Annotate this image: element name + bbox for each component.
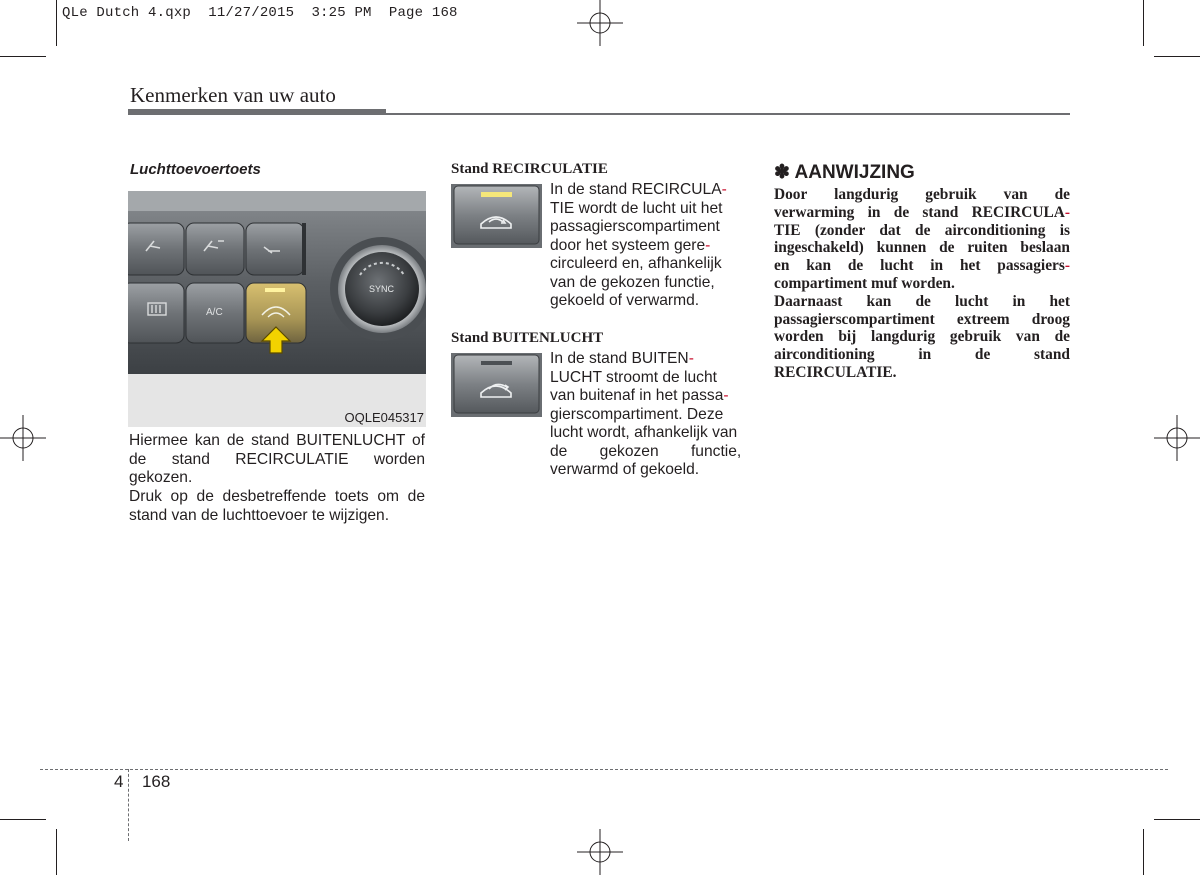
text-line: In de stand RECIRCULA-	[550, 181, 727, 198]
text-line: de gekozen functie,	[550, 442, 742, 460]
crop-mark	[1143, 829, 1144, 875]
print-slug: QLe Dutch 4.qxp 11/27/2015 3:25 PM Page 168	[62, 5, 458, 21]
text-line: TIE (zonder dat de airconditioning is	[774, 221, 1070, 239]
registration-mark-bottom	[577, 829, 623, 875]
header-rule-thick	[128, 109, 386, 115]
recirc-mode-icon	[451, 184, 542, 248]
control-panel-photo	[128, 191, 426, 374]
text-line: In de stand BUITEN-	[550, 350, 694, 367]
control-panel-illustration	[128, 191, 426, 374]
chapter-number: 4	[114, 772, 124, 791]
outside-description	[550, 350, 747, 480]
text-line: verwarmd of gekoeld.	[550, 461, 700, 478]
text-line: en kan de lucht in het passagiers-	[774, 257, 1070, 275]
paragraph: Hiermee kan de stand BUITENLUCHT of de stand RECIRCULATIE worden gekozen.	[129, 432, 425, 486]
text-line: circuleerd en, afhankelijk	[550, 255, 722, 272]
text-line: verwarming in de stand RECIRCULA-	[774, 203, 1070, 221]
photo-code: OQLE045317	[344, 410, 424, 425]
text-line: gierscompartiment. Deze	[550, 405, 724, 423]
text-line: lucht wordt, afhankelijk van	[550, 424, 738, 441]
outside-heading: Stand BUITENLUCHT	[451, 330, 604, 346]
note-heading	[774, 161, 915, 184]
photo-caption-area	[128, 374, 426, 427]
text-line: passagierscompartiment	[550, 218, 720, 235]
sync-knob-label: SYNC	[369, 284, 395, 294]
registration-mark-left	[0, 415, 46, 461]
note-body	[774, 186, 1070, 382]
asterisk-icon: ✽	[774, 162, 790, 183]
outside-air-mode-icon	[451, 353, 542, 417]
text-line: compartiment muf worden.	[774, 274, 955, 292]
text-line: RECIRCULATIE.	[774, 363, 897, 381]
indicator-light	[481, 192, 512, 197]
page-number-value: 168	[141, 772, 171, 791]
text-line: gekoeld of verwarmd.	[550, 292, 700, 309]
recirc-button-image	[451, 184, 542, 248]
text-line: Daarnaast kan de lucht in het	[774, 292, 1070, 310]
crop-mark	[56, 829, 57, 875]
text-line: ingeschakeld) kunnen de ruiten beslaan	[774, 239, 1070, 257]
section-title: Kenmerken van uw auto	[130, 83, 336, 107]
text-line: worden bij langdurig gebruik van de	[774, 328, 1070, 346]
text-line: LUCHT stroomt de lucht	[550, 368, 717, 386]
note-title: AANWIJZING	[794, 162, 915, 183]
recirc-heading: Stand RECIRCULATIE	[451, 161, 608, 177]
registration-mark-right	[1154, 415, 1200, 461]
text-line: van buitenaf in het passa-	[550, 387, 729, 404]
crop-mark	[0, 56, 46, 57]
crop-mark	[1143, 0, 1144, 46]
registration-mark-top	[577, 0, 623, 46]
recirc-description	[550, 181, 747, 311]
crop-mark	[1154, 56, 1200, 57]
text-line: door het systeem gere-	[550, 236, 711, 254]
outside-button-image	[451, 353, 542, 417]
crop-mark	[0, 819, 46, 820]
ac-button-label: A/C	[206, 307, 223, 318]
text-line: passagierscompartiment extreem droog	[774, 310, 1070, 328]
text-line: Door langdurig gebruik van de	[774, 186, 1070, 203]
footer-rule	[40, 769, 1168, 770]
header-rule-thin	[386, 113, 1070, 115]
page-number	[114, 772, 170, 792]
crop-mark	[1154, 819, 1200, 820]
text-line: airconditioning in de stand	[774, 346, 1070, 364]
paragraph: Druk op de desbetreffende toets om de stand van de luchttoevoer te wijzigen.	[129, 488, 425, 524]
crop-mark	[56, 0, 57, 46]
subheading: Luchttoevoertoets	[130, 161, 261, 178]
text-line: van de gekozen functie,	[550, 273, 715, 291]
text-line: TIE wordt de lucht uit het	[550, 199, 723, 217]
